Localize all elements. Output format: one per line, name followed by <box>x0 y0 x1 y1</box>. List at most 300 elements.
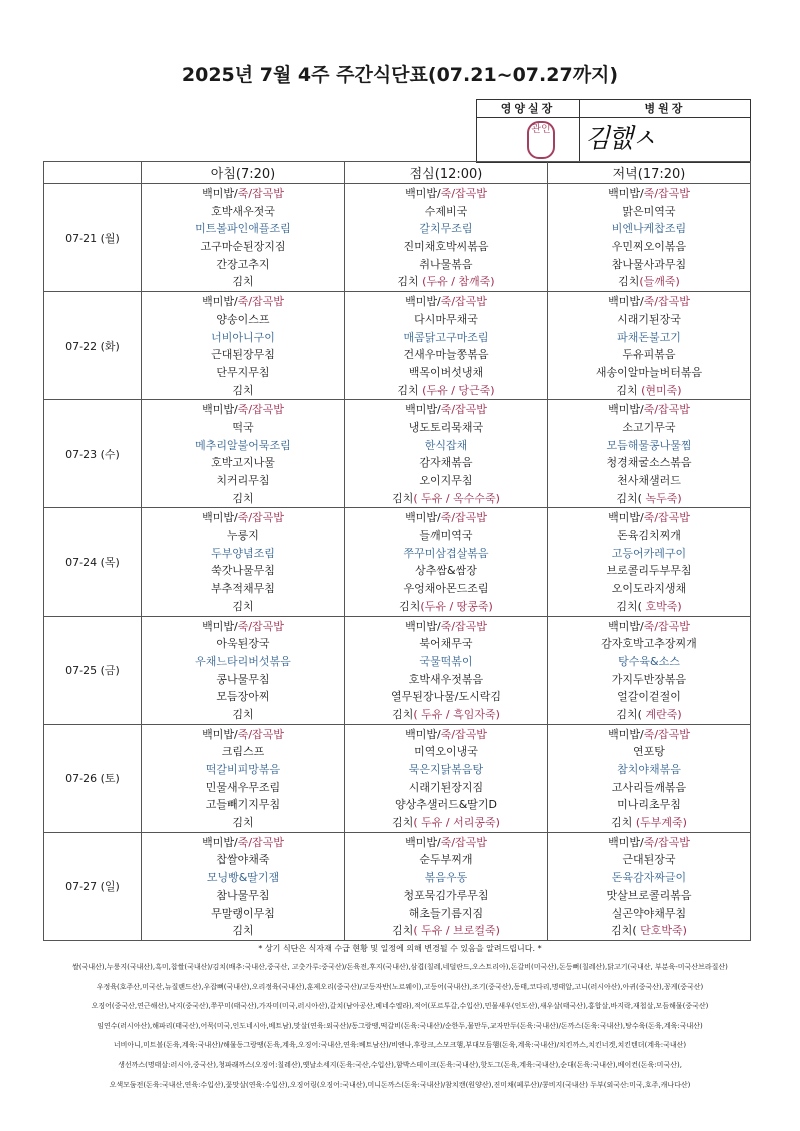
menu-item <box>142 562 344 580</box>
menu-item <box>548 545 750 563</box>
menu-item-option: 죽/잡곡밥 <box>440 187 487 200</box>
menu-item <box>345 688 547 706</box>
menu-item <box>345 472 547 490</box>
menu-item <box>548 527 750 545</box>
menu-item-option: 죽/잡곡밥 <box>643 727 690 741</box>
meal-cell-lunch <box>345 400 548 508</box>
menu-item <box>345 454 547 472</box>
meal-cell-lunch <box>345 184 548 292</box>
menu-item-text: 김치 <box>232 383 254 397</box>
menu-item-text: 백미밥/ <box>405 511 441 525</box>
meal-cell-dinner <box>548 724 751 832</box>
menu-item <box>142 796 344 814</box>
menu-item <box>345 635 547 653</box>
menu-item-text: 백미밥/ <box>405 619 441 633</box>
menu-item <box>548 743 750 761</box>
menu-item <box>142 779 344 797</box>
menu-item-option: 녹두죽) <box>645 491 682 505</box>
meal-cell-breakfast <box>142 832 345 940</box>
menu-item-text: 백미밥/ <box>202 835 238 849</box>
menu-item-text: 고구마순된장지짐 <box>200 240 286 254</box>
menu-item <box>548 185 750 203</box>
menu-item <box>548 364 750 382</box>
menu-item-text: 순두부찌개 <box>419 853 473 867</box>
meal-cell-lunch <box>345 616 548 724</box>
menu-item <box>548 905 750 923</box>
meal-cell-dinner <box>548 832 751 940</box>
menu-item-text: 백미밥/ <box>405 295 441 309</box>
menu-item <box>142 922 344 940</box>
menu-item-text: 김치 <box>611 816 636 830</box>
menu-item-option: (두부계죽) <box>635 816 687 830</box>
nutrition-seal-stamp <box>527 121 555 159</box>
menu-item-text: 김치( <box>616 599 646 613</box>
menu-item-option: 죽/잡곡밥 <box>440 727 487 741</box>
menu-item <box>345 364 547 382</box>
menu-item <box>345 706 547 724</box>
menu-item-text: 쑥갓나물무침 <box>211 564 275 578</box>
menu-item-text: 참치야채볶음 <box>617 763 681 776</box>
day-date: 07-27 (일) <box>44 832 142 940</box>
menu-item <box>548 472 750 490</box>
menu-item-text: 새송이알마늘버터볶음 <box>595 365 703 379</box>
day-date: 07-26 (토) <box>44 724 142 832</box>
menu-item-text: 오이도라지생채 <box>611 582 687 596</box>
menu-item <box>345 761 547 779</box>
menu-item <box>142 887 344 905</box>
menu-item-text: 시래기된장국 <box>617 312 681 326</box>
menu-item <box>345 382 547 400</box>
meal-cell-breakfast <box>142 508 345 616</box>
menu-item <box>142 635 344 653</box>
menu-item-option: 죽/잡곡밥 <box>440 619 487 633</box>
menu-item-text: 연포탕 <box>633 745 665 759</box>
menu-item <box>142 220 344 238</box>
menu-item-text: 묵은지닭볶음탕 <box>408 763 484 776</box>
menu-item <box>142 743 344 761</box>
menu-item-text: 갈치무조림 <box>419 222 473 236</box>
menu-item-text: 백미밥/ <box>202 727 238 741</box>
menu-item-text: 건새우마늘쫑볶음 <box>403 348 489 362</box>
menu-item-text: 김치 <box>232 816 254 830</box>
menu-item-text: 백미밥/ <box>608 727 644 741</box>
menu-item <box>345 329 547 347</box>
menu-item <box>142 454 344 472</box>
menu-item-text: 김치( <box>616 491 646 505</box>
menu-item-option: ( 두유 / 브로컬죽) <box>413 924 500 938</box>
approval-director-label: 병원장 <box>580 100 750 118</box>
approval-divider <box>579 100 580 162</box>
menu-item <box>548 580 750 598</box>
menu-item-text: 상추쌈&쌈장 <box>415 564 477 578</box>
menu-item-option: 죽/잡곡밥 <box>237 187 284 200</box>
menu-item <box>142 472 344 490</box>
menu-item-text: 우엉채아몬드조림 <box>403 582 489 596</box>
menu-item-option: ( 두유 / 흑임자죽) <box>413 707 500 721</box>
menu-item-text: 찹쌀야채죽 <box>216 853 270 867</box>
menu-item-text: 호박새우젓국 <box>211 204 275 218</box>
menu-item <box>142 869 344 887</box>
menu-item-text: 김치 <box>392 707 414 721</box>
day-date: 07-24 (목) <box>44 508 142 616</box>
menu-item <box>548 653 750 671</box>
menu-item <box>548 618 750 636</box>
menu-item-text: 미역오이냉국 <box>414 745 478 759</box>
menu-item-option: 계란죽) <box>645 707 682 721</box>
menu-item-option: 죽/잡곡밥 <box>237 511 284 525</box>
menu-item-text: 국물떡볶이 <box>419 654 473 668</box>
menu-item <box>142 706 344 724</box>
menu-item <box>548 562 750 580</box>
menu-item-text: 양송이스프 <box>216 312 270 326</box>
menu-item-text: 두유피볶음 <box>622 348 676 362</box>
menu-item <box>142 834 344 852</box>
menu-item-text: 김치( <box>611 924 641 938</box>
menu-item-text: 메추리알불어묵조림 <box>195 438 291 452</box>
menu-day-row <box>44 616 751 724</box>
menu-item-text: 볶음우동 <box>424 871 468 885</box>
menu-item <box>548 490 750 508</box>
header-lunch: 점심(12:00) <box>345 162 548 184</box>
menu-item <box>548 256 750 274</box>
menu-item <box>548 273 750 291</box>
menu-item-text: 천사채샐러드 <box>617 474 681 487</box>
menu-item <box>142 382 344 400</box>
menu-item <box>142 598 344 616</box>
menu-item <box>548 869 750 887</box>
menu-item <box>548 382 750 400</box>
menu-item-text: 시래기된장지짐 <box>408 780 484 794</box>
menu-item <box>142 726 344 744</box>
menu-item <box>345 905 547 923</box>
menu-item <box>548 220 750 238</box>
menu-item-text: 오이지무침 <box>419 474 473 487</box>
menu-item-option: (들깨죽) <box>639 275 680 289</box>
menu-item <box>142 653 344 671</box>
menu-item <box>548 834 750 852</box>
menu-item-option: 호박죽) <box>645 599 682 613</box>
menu-item-text: 근대된장무침 <box>211 348 275 362</box>
menu-item <box>548 401 750 419</box>
menu-item-text: 근대된장국 <box>622 853 676 867</box>
menu-item <box>142 509 344 527</box>
menu-item <box>548 779 750 797</box>
menu-item <box>548 796 750 814</box>
origin-line: 우정육(호주산,미국산,뉴질랜드산),우잡뼈(국내산),오리정육(국내산),훈제오리(중국산)/고등자반(노르웨이),고등어(국내산),조기(중국산),동태,코다리,명태알,고니(러시아산),아귀(중국산),꽁게(중국산) <box>96 982 704 991</box>
menu-item-text: 김치 <box>232 275 254 289</box>
menu-item <box>548 509 750 527</box>
menu-item <box>345 653 547 671</box>
change-notice: * 상기 식단은 식자재 수급 현황 및 일정에 의해 변경될 수 있음을 알려드립니다. * <box>258 944 542 953</box>
menu-item <box>345 814 547 832</box>
menu-item <box>345 869 547 887</box>
menu-item <box>548 635 750 653</box>
menu-item <box>548 761 750 779</box>
menu-item-text: 백미밥/ <box>608 511 644 525</box>
menu-item-text: 냉도토리묵채국 <box>408 420 484 434</box>
menu-item-text: 한식잡채 <box>424 438 468 452</box>
menu-item <box>548 814 750 832</box>
menu-item-text: 북어채무국 <box>419 637 473 651</box>
menu-item-text: 비엔나케찹조림 <box>611 222 687 236</box>
menu-item-text: 청경채굴소스볶음 <box>606 456 692 470</box>
menu-item <box>142 761 344 779</box>
menu-item-text: 맑은미역국 <box>622 204 676 218</box>
menu-item <box>345 346 547 364</box>
menu-item <box>548 346 750 364</box>
menu-item-text: 해초들기름지짐 <box>408 906 484 920</box>
menu-item <box>345 887 547 905</box>
menu-item <box>548 688 750 706</box>
menu-day-row <box>44 292 751 400</box>
menu-item-text: 쭈꾸미삼겹살볶음 <box>403 546 489 560</box>
menu-item-text: 김치 <box>392 816 414 830</box>
origin-line: 너비아니,미트볼(돈육,계육:국내산)/해물동그랑땡(돈육,계육,오징어:국내산,연육:베트남산)/비엔나,후랑크,스모크햄,부대모듬햄(돈육,계육:국내산)/치킨까스,치킨너겟,치킨텐더(계육:국내산) <box>113 1041 687 1050</box>
menu-item <box>142 671 344 689</box>
menu-item <box>548 437 750 455</box>
menu-item <box>142 329 344 347</box>
menu-item-text: 진미채호박씨볶음 <box>403 240 489 254</box>
menu-item-text: 부추적채무침 <box>211 582 275 596</box>
menu-item <box>142 311 344 329</box>
menu-item-text: 미나리초무침 <box>617 798 681 812</box>
approval-nutrition-label: 영양실장 <box>477 100 580 118</box>
menu-item <box>548 419 750 437</box>
menu-item <box>142 401 344 419</box>
menu-item-text: 김치 <box>232 924 254 938</box>
menu-item <box>345 580 547 598</box>
meal-cell-breakfast <box>142 292 345 400</box>
menu-item-text: 떡갈비피망볶음 <box>205 763 281 776</box>
menu-item-text: 김치 <box>232 491 254 505</box>
meal-cell-breakfast <box>142 616 345 724</box>
menu-item-option: 죽/잡곡밥 <box>643 511 690 525</box>
menu-item-text: 백미밥/ <box>405 403 441 417</box>
meal-cell-dinner <box>548 292 751 400</box>
menu-item-option: (두유 / 땅콩죽) <box>420 599 493 613</box>
menu-item-text: 김치 <box>618 275 640 289</box>
menu-item <box>345 618 547 636</box>
menu-item-text: 맛살브로콜리볶음 <box>606 888 692 902</box>
meal-cell-breakfast <box>142 724 345 832</box>
origin-line: 오징어(중국산,연근해산),낙지(중국산),쭈꾸미(태국산),가자미(미국,러시아산),갈치(남아공산,베네수엘라),적어(포르투갈,수입산),민물새우(인도산),새우살(태국산),홍합살,바지락,재첩살,모듬해물(중국산) <box>91 1002 709 1011</box>
menu-item <box>345 851 547 869</box>
menu-item <box>345 726 547 744</box>
menu-item-text: 김치 <box>392 924 414 938</box>
menu-item-option: 단호박죽) <box>640 924 687 938</box>
menu-item <box>142 203 344 221</box>
menu-item-text: 백미밥/ <box>202 511 238 525</box>
menu-item-text: 양상추샐러드&딸기D <box>394 798 498 812</box>
menu-item <box>345 401 547 419</box>
director-signature: 김햆ㅅ <box>585 124 655 154</box>
menu-item-option: 죽/잡곡밥 <box>643 619 690 633</box>
menu-item-text: 실곤약야채무침 <box>611 906 687 920</box>
weekly-menu-table <box>43 161 751 941</box>
menu-item-text: 고등어카레구이 <box>611 546 687 560</box>
menu-item-text: 호박새우젓볶음 <box>408 672 484 686</box>
menu-item <box>142 419 344 437</box>
menu-item-option: 죽/잡곡밥 <box>237 727 284 741</box>
day-date: 07-22 (화) <box>44 292 142 400</box>
page-title: 2025년 7월 4주 주간식단표(07.21~07.27까지) <box>181 64 619 86</box>
menu-item <box>548 238 750 256</box>
meal-cell-lunch <box>345 292 548 400</box>
menu-item <box>548 671 750 689</box>
menu-item-text: 참나물무침 <box>216 888 270 902</box>
menu-item <box>142 545 344 563</box>
menu-item <box>142 490 344 508</box>
menu-item-text: 백미밥/ <box>405 727 441 741</box>
meal-cell-dinner <box>548 400 751 508</box>
menu-item <box>345 545 547 563</box>
menu-item <box>548 887 750 905</box>
menu-item-text: 들깨미역국 <box>419 529 473 543</box>
menu-item <box>548 293 750 311</box>
menu-item <box>345 671 547 689</box>
meal-cell-dinner <box>548 616 751 724</box>
menu-item-text: 백미밥/ <box>202 403 238 417</box>
menu-item-text: 감자채볶음 <box>419 456 473 470</box>
menu-item-text: 호박고지나물 <box>211 456 275 470</box>
menu-item-text: 민물새우무조림 <box>205 780 281 794</box>
menu-item-text: 치커리무침 <box>216 474 270 487</box>
menu-item-option: 죽/잡곡밥 <box>237 619 284 633</box>
menu-item-option: ( 두유 / 옥수수죽) <box>413 491 500 505</box>
menu-item-text: 백미밥/ <box>405 835 441 849</box>
menu-item <box>345 922 547 940</box>
menu-item-text: 콩나물무침 <box>216 672 270 686</box>
menu-item-text: 백미밥/ <box>608 295 644 309</box>
menu-item <box>548 311 750 329</box>
menu-day-row <box>44 508 751 616</box>
menu-item-option: (현미죽) <box>641 383 682 397</box>
menu-item <box>345 311 547 329</box>
menu-item <box>548 706 750 724</box>
menu-item <box>345 273 547 291</box>
menu-item-text: 백미밥/ <box>202 295 238 309</box>
menu-item-text: 모닝빵&딸기잼 <box>206 871 280 885</box>
menu-item-text: 다시마무채국 <box>414 312 478 326</box>
menu-item <box>142 527 344 545</box>
menu-item-option: 죽/잡곡밥 <box>643 295 690 309</box>
menu-item-option: 죽/잡곡밥 <box>237 835 284 849</box>
menu-item-option: 죽/잡곡밥 <box>643 403 690 417</box>
menu-item-text: 감자호박고추장찌개 <box>601 637 697 651</box>
origin-line: 생선까스(명태살:러시아,중국산),청파래까스(오징어:칠레산),옛날소세지(돈육:국산,수입산),함박스테이크(돈육:국내산),핫도그(돈육,계육:국내산),순대(돈육:국내산),베이컨(돈육:미국산), <box>118 1060 682 1069</box>
menu-item-option: 죽/잡곡밥 <box>440 835 487 849</box>
menu-day-row <box>44 724 751 832</box>
day-date: 07-25 (금) <box>44 616 142 724</box>
menu-item <box>142 364 344 382</box>
menu-item <box>548 329 750 347</box>
menu-item <box>548 851 750 869</box>
menu-day-row <box>44 832 751 940</box>
menu-item <box>345 562 547 580</box>
menu-item-option: 죽/잡곡밥 <box>440 511 487 525</box>
menu-item-option: 죽/잡곡밥 <box>440 295 487 309</box>
menu-item <box>548 203 750 221</box>
menu-item-option: 죽/잡곡밥 <box>237 295 284 309</box>
menu-item-text: 백미밥/ <box>608 835 644 849</box>
menu-item-text: 백미밥/ <box>608 619 644 633</box>
menu-item <box>142 293 344 311</box>
menu-item-option: 죽/잡곡밥 <box>237 403 284 417</box>
menu-item-text: 백미밥/ <box>202 187 238 200</box>
menu-item-option: 죽/잡곡밥 <box>643 187 690 200</box>
header-dinner: 저녁(17:20) <box>548 162 751 184</box>
menu-item-text: 미트볼파인애플조림 <box>195 222 291 236</box>
menu-item-text: 파채돈불고기 <box>617 330 681 344</box>
menu-item <box>345 743 547 761</box>
menu-item-text: 얼갈이겉절이 <box>617 690 681 704</box>
menu-item-text: 누룽지 <box>227 529 259 543</box>
menu-item-text: 단무지무침 <box>216 365 270 379</box>
menu-item-option: (두유 / 당근죽) <box>422 383 495 397</box>
menu-item <box>345 203 547 221</box>
menu-item <box>345 834 547 852</box>
menu-item <box>142 238 344 256</box>
menu-item <box>142 851 344 869</box>
menu-item-text: 가지두반장볶음 <box>611 672 687 686</box>
menu-item <box>548 726 750 744</box>
menu-item-text: 돈육감자짜글이 <box>611 871 687 885</box>
menu-item-text: 백미밥/ <box>405 187 441 200</box>
menu-item <box>345 509 547 527</box>
meal-cell-lunch <box>345 724 548 832</box>
menu-item <box>345 527 547 545</box>
origin-line: 쌀(국내산),누룽지(국내산),흑미,찹쌀(국내산)/김치(배추:국내산,중국산, 고춧가루:중국산)/돈육전,후지(국내산),삼겹(칠레,네덜란드,오스트리아),돈갈비(미국산),돈등뼈(칠레산),닭고기(국내산, 부분육-미국산브라질산) <box>72 963 728 971</box>
menu-item <box>142 688 344 706</box>
menu-item-text: 김치 <box>397 275 423 289</box>
day-date: 07-23 (수) <box>44 400 142 508</box>
origin-line: 오색모둠전(돈육:국내산,연육:수입산),꽃맛살(연육:수입산),오징어링(오징어:국내산),미니돈까스(돈육:국내산)/참치캔(원양산),진미채(페루산)/콩비지(국내산) 두부(외국산:미국,호주,캐나다산) <box>109 1080 691 1089</box>
menu-item-text: 고사리들깨볶음 <box>611 780 687 794</box>
menu-item-text: 우민찌오이볶음 <box>611 240 687 254</box>
menu-item-text: 모듬장아찌 <box>216 690 270 704</box>
meal-cell-lunch <box>345 508 548 616</box>
header-blank <box>44 162 142 184</box>
meal-cell-dinner <box>548 184 751 292</box>
menu-item <box>345 419 547 437</box>
menu-item-option: 죽/잡곡밥 <box>440 403 487 417</box>
menu-item-text: 취나물볶음 <box>419 257 473 271</box>
menu-item-text: 돈육김치찌개 <box>617 529 681 543</box>
menu-item-text: 백미밥/ <box>608 187 644 200</box>
menu-item-text: 모듬해물콩나물찜 <box>606 438 692 452</box>
menu-item-text: 김치 <box>399 599 421 613</box>
meal-cell-dinner <box>548 508 751 616</box>
menu-item <box>142 273 344 291</box>
menu-header-row <box>44 162 751 184</box>
menu-day-row <box>44 184 751 292</box>
menu-item-text: 고들빼기지무침 <box>205 798 281 812</box>
menu-item <box>345 490 547 508</box>
menu-item <box>142 905 344 923</box>
menu-item <box>548 598 750 616</box>
menu-item <box>345 598 547 616</box>
meal-cell-lunch <box>345 832 548 940</box>
menu-item <box>142 256 344 274</box>
menu-item <box>345 220 547 238</box>
menu-item <box>142 814 344 832</box>
menu-item-text: 소고기무국 <box>622 420 676 434</box>
menu-item <box>142 437 344 455</box>
menu-item-text: 두부양념조림 <box>211 546 275 560</box>
menu-item-text: 김치 <box>232 599 254 613</box>
day-date: 07-21 (월) <box>44 184 142 292</box>
menu-item-text: 간장고추지 <box>216 257 270 271</box>
